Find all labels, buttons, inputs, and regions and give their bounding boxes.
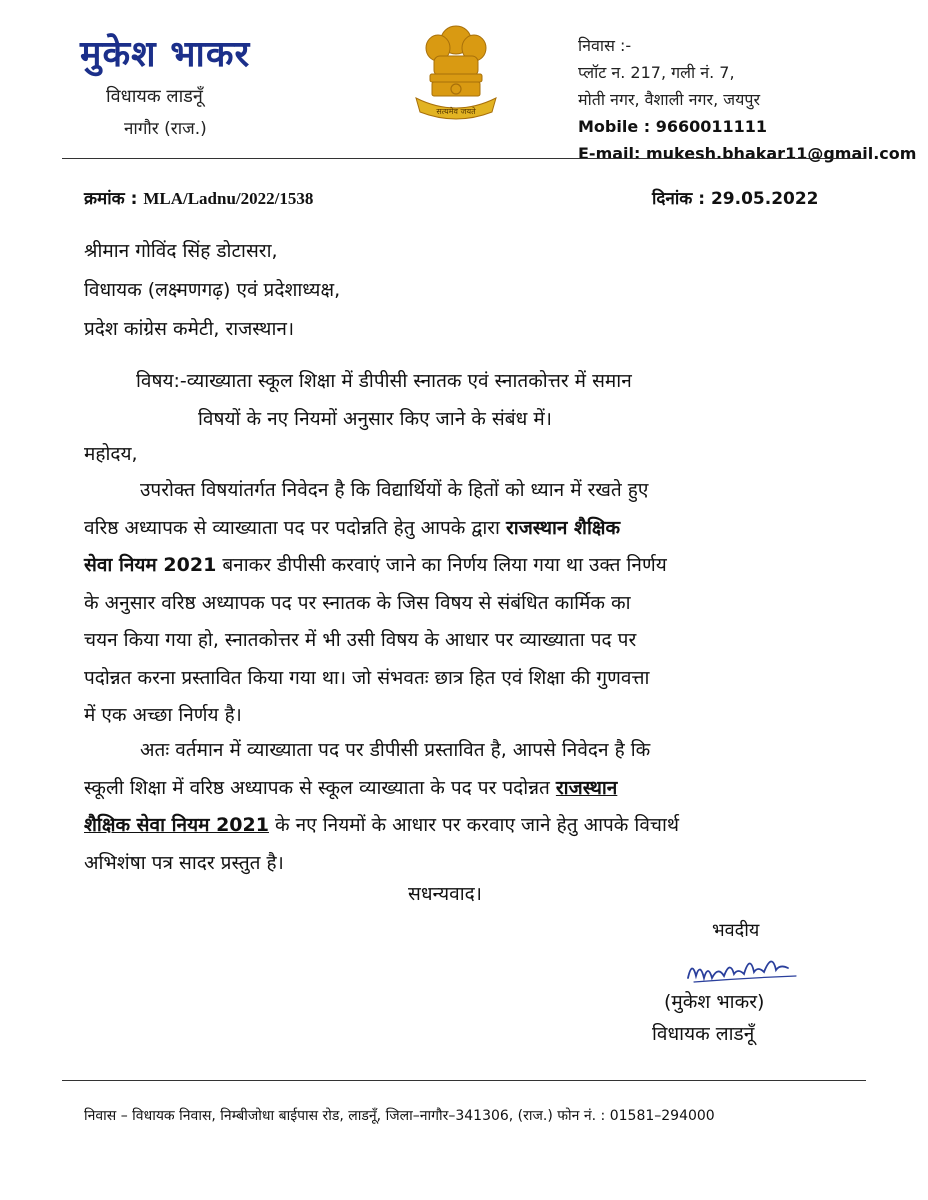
salutation: महोदय, [84, 443, 138, 465]
header-divider [62, 158, 866, 159]
residence-address [578, 32, 918, 167]
ashoka-emblem-icon [408, 18, 504, 128]
body-paragraph-1 [84, 472, 844, 735]
para1-line-7: में एक अच्छा निर्णय है। [84, 704, 242, 726]
para1-line-4: के अनुसार वरिष्ठ अध्यापक पद पर स्नातक के जिस विषय से संबंधित कार्मिक का [84, 591, 631, 614]
subject-block [136, 362, 632, 438]
addressee-line-2: विधायक (लक्ष्मणगढ़) एवं प्रदेशाध्यक्ष, [84, 279, 341, 301]
addressee-line-1: श्रीमान गोविंद सिंह डोटासरा, [84, 240, 278, 262]
rule-reference: राजस्थान [555, 776, 618, 799]
footer-divider [62, 1080, 866, 1081]
footer-address: निवास – विधायक निवास, निम्बीजोधा बाईपास रोड, लाडनूँ, जिला–नागौर–341306, (राज.) फोन नं. : 01581–294000 [84, 1108, 715, 1124]
rule-reference: राजस्थान शैक्षिक [506, 516, 621, 539]
thanks-text: सधन्यवाद। [408, 883, 482, 905]
para2-line-2: स्कूली शिक्षा में वरिष्ठ अध्यापक से स्कूल व्याख्याता के पद पर पदोन्नत राजस्थान [84, 776, 618, 799]
emblem-motto: सत्यमेव जयते [436, 107, 476, 116]
date-label: दिनांक : [652, 189, 706, 209]
para2-line-1: अतः वर्तमान में व्याख्याता पद पर डीपीसी प्रस्तावित है, आपसे निवेदन है कि [140, 739, 651, 761]
signatory-name: (मुकेश भाकर) [664, 991, 765, 1013]
body-paragraph-2 [84, 732, 844, 882]
addressee-block [84, 232, 340, 349]
mobile-number: Mobile : 9660011111 [578, 117, 768, 136]
yours-faithfully: भवदीय [712, 920, 760, 941]
letter-date [652, 186, 819, 209]
reference-number [84, 186, 313, 209]
letterhead-name: मुकेश भाकर [80, 34, 251, 75]
para2-line-4: अभिशंषा पत्र सादर प्रस्तुत है। [84, 851, 284, 874]
address-line-2: मोती नगर, वैशाली नगर, जयपुर [578, 90, 761, 109]
para1-line-6: पदोन्नत करना प्रस्तावित किया गया था। जो संभवतः छात्र हित एवं शिक्षा की गुणवत्ता [84, 666, 650, 689]
letterhead-designation: विधायक लाडनूँ [106, 86, 203, 107]
para1-line-5: चयन किया गया हो, स्नातकोत्तर में भी उसी विषय के आधार पर व्याख्याता पद पर [84, 629, 637, 651]
para2-line-3: शैक्षिक सेवा नियम 2021 के नए नियमों के आधार पर करवाए जाने हेतु आपके विचार्थ [84, 814, 680, 836]
email-address: E-mail: mukesh.bhakar11@gmail.com [578, 144, 917, 163]
rule-reference: शैक्षिक सेवा नियम 2021 [84, 814, 269, 836]
para1-line-2: वरिष्ठ अध्यापक से व्याख्याता पद पर पदोन्नति हेतु आपके द्वारा राजस्थान शैक्षिक [84, 516, 621, 539]
reference-value: MLA/Ladnu/2022/1538 [143, 189, 314, 208]
address-line-1: प्लॉट न. 217, गली नं. 7, [578, 63, 735, 82]
reference-label: क्रमांक : [84, 189, 138, 209]
signatory-designation: विधायक लाडनूँ [652, 1023, 755, 1045]
date-value: 29.05.2022 [710, 189, 819, 209]
subject-line-2: विषयों के नए नियमों अनुसार किए जाने के संबंध में। [198, 408, 552, 430]
letterhead-district: नागौर (राज.) [124, 119, 207, 139]
addressee-line-3: प्रदेश कांग्रेस कमेटी, राजस्थान। [84, 318, 295, 340]
subject-line-1: विषय:-व्याख्याता स्कूल शिक्षा में डीपीसी स्नातक एवं स्नातकोत्तर में समान [136, 370, 632, 392]
para1-line-1: उपरोक्त विषयांतर्गत निवेदन है कि विद्यार्थियों के हितों को ध्यान में रखते हुए [140, 479, 649, 501]
para1-line-3: सेवा नियम 2021 बनाकर डीपीसी करवाएं जाने का निर्णय लिया गया था उक्त निर्णय [84, 554, 667, 576]
address-label: निवास :- [578, 36, 632, 55]
handwritten-signature [684, 948, 804, 992]
rule-reference: सेवा नियम 2021 [84, 554, 217, 576]
